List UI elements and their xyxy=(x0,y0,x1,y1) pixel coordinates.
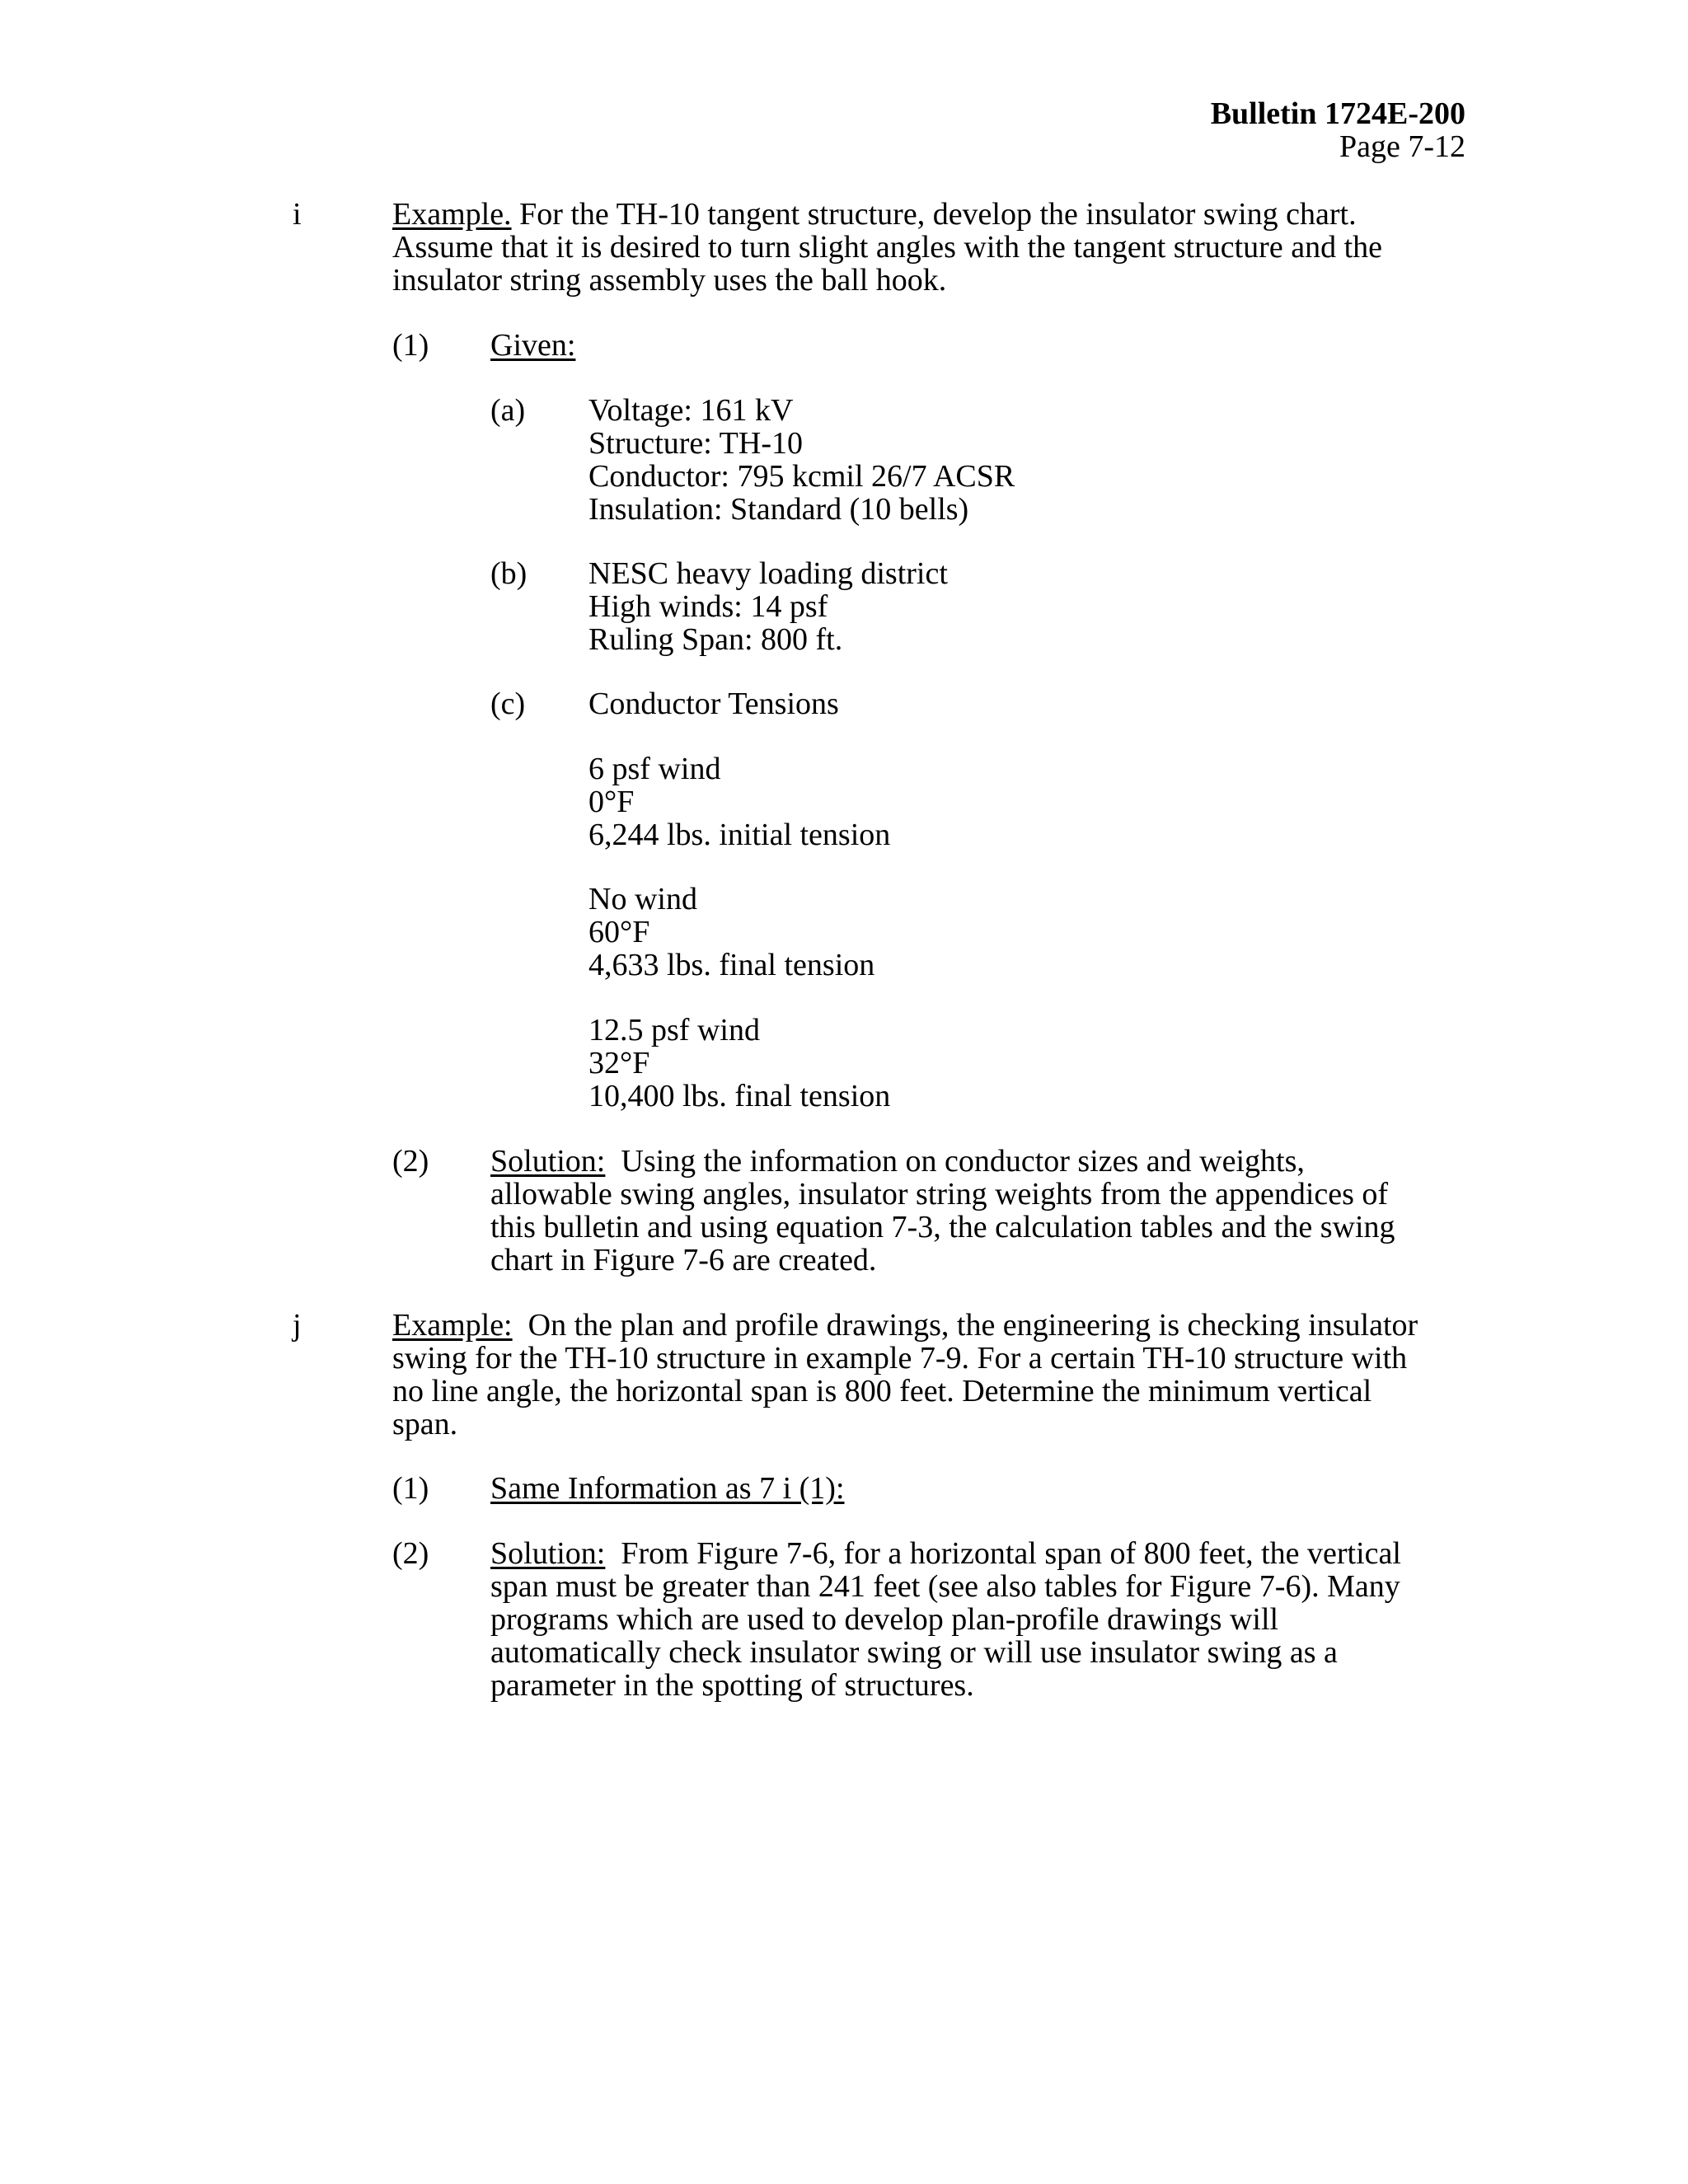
solution-i-line-4: chart in Figure 7-6 are created. xyxy=(490,1243,877,1277)
solution-i-line-2: allowable swing angles, insulator string weights from the appendices of xyxy=(490,1177,1389,1212)
bulletin-number: Bulletin 1724E-200 xyxy=(1210,96,1465,131)
solution-j-line-4: automatically check insulator swing or will use insulator swing as a xyxy=(490,1635,1338,1670)
section-j-line-4: span. xyxy=(392,1407,458,1441)
item-j1-label: Same Information as 7 i (1): xyxy=(490,1471,845,1506)
section-i-example-label: Example. xyxy=(392,197,512,232)
solution-j-label: Solution: xyxy=(490,1536,606,1571)
given-c-title: Conductor Tensions xyxy=(588,687,839,721)
section-i-line-3: insulator string assembly uses the ball hook. xyxy=(392,263,947,298)
given-number: (1) xyxy=(392,328,429,363)
given-a-conductor: Conductor: 795 kcmil 26/7 ACSR xyxy=(588,459,1015,494)
given-a-structure: Structure: TH-10 xyxy=(588,426,803,461)
tension-1-value: 6,244 lbs. initial tension xyxy=(588,818,891,852)
solution-j-number: (2) xyxy=(392,1536,429,1571)
given-b-district: NESC heavy loading district xyxy=(588,556,948,591)
tension-1-temp: 0°F xyxy=(588,785,635,819)
section-j-line-2: swing for the TH-10 structure in example 7-9. For a certain TH-10 structure with xyxy=(392,1341,1408,1376)
item-j1-number: (1) xyxy=(392,1471,429,1506)
given-c-marker: (c) xyxy=(490,687,526,721)
solution-j-line-3: programs which are used to develop plan-profile drawings will xyxy=(490,1602,1279,1637)
tension-2-value: 4,633 lbs. final tension xyxy=(588,948,875,982)
section-i-marker: i xyxy=(293,197,302,232)
tension-1-wind: 6 psf wind xyxy=(588,752,721,786)
solution-j-line-1 xyxy=(490,1537,1401,1570)
given-a-marker: (a) xyxy=(490,393,526,428)
tension-3-wind: 12.5 psf wind xyxy=(588,1013,760,1047)
tension-2-temp: 60°F xyxy=(588,915,650,949)
given-a-insulation: Insulation: Standard (10 bells) xyxy=(588,492,969,527)
section-j-text-1: On the plan and profile drawings, the engineering is checking insulator xyxy=(512,1308,1418,1343)
given-b-high-winds: High winds: 14 psf xyxy=(588,589,828,624)
page-number: Page 7-12 xyxy=(1339,129,1465,164)
given-label: Given: xyxy=(490,328,576,363)
solution-i-line-3: this bulletin and using equation 7-3, the calculation tables and the swing xyxy=(490,1210,1395,1244)
solution-i-number: (2) xyxy=(392,1144,429,1179)
solution-i-line-1 xyxy=(490,1145,1305,1178)
given-a-voltage: Voltage: 161 kV xyxy=(588,393,794,428)
section-i-line-2: Assume that it is desired to turn slight angles with the tangent structure and the xyxy=(392,230,1382,265)
given-b-ruling-span: Ruling Span: 800 ft. xyxy=(588,622,843,657)
tension-3-temp: 32°F xyxy=(588,1046,650,1080)
solution-j-line-2: span must be greater than 241 feet (see also tables for Figure 7-6). Many xyxy=(490,1569,1400,1604)
section-j-example-label: Example: xyxy=(392,1308,513,1343)
tension-2-wind: No wind xyxy=(588,882,697,916)
section-i-line-1 xyxy=(392,198,1357,231)
solution-j-text-1: From Figure 7-6, for a horizontal span of 800 feet, the vertical xyxy=(605,1536,1401,1571)
section-i-text-1: For the TH-10 tangent structure, develop the insulator swing chart. xyxy=(511,197,1357,232)
tension-3-value: 10,400 lbs. final tension xyxy=(588,1079,891,1113)
section-j-line-1 xyxy=(392,1309,1418,1342)
solution-j-line-5: parameter in the spotting of structures. xyxy=(490,1668,974,1703)
given-b-marker: (b) xyxy=(490,556,528,591)
solution-i-label: Solution: xyxy=(490,1144,606,1179)
section-j-marker: j xyxy=(293,1308,302,1343)
solution-i-text-1: Using the information on conductor sizes and weights, xyxy=(605,1144,1305,1179)
section-j-line-3: no line angle, the horizontal span is 800 feet. Determine the minimum vertical xyxy=(392,1374,1372,1408)
